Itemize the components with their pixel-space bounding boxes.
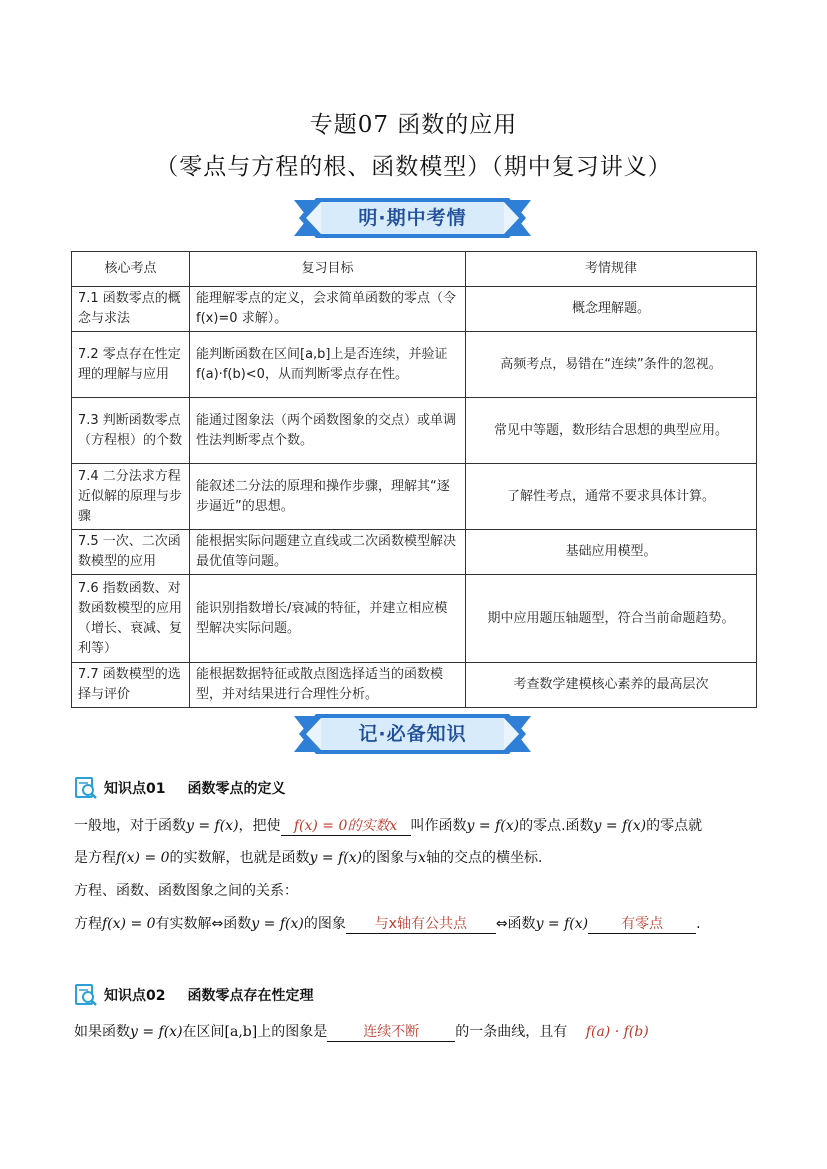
text: 的图象 (303, 916, 346, 932)
math: y = f(x) (251, 916, 304, 932)
knowledge-point-title: 函数零点的定义 (187, 781, 286, 797)
cell-pattern: 基础应用模型。 (466, 530, 757, 575)
text: ⇔函数 (495, 916, 536, 932)
page-subtitle: （零点与方程的根、函数模型）（期中复习讲义） (155, 154, 672, 180)
table-row (72, 464, 757, 530)
knowledge-point-heading (74, 774, 285, 802)
banner-label: 记·必备知识 (358, 723, 467, 745)
table-row (72, 332, 757, 398)
section-banner-exam (294, 196, 531, 240)
banner-label: 明·期中考情 (358, 207, 467, 229)
cell-goal: 能根据实际问题建立直线或二次函数模型解决最优值等问题。 (190, 530, 466, 575)
cell-topic: 7.3 判断函数零点（方程根）的个数 (72, 398, 190, 464)
kp1-paragraph-line4 (74, 913, 754, 935)
text: . (696, 916, 701, 932)
answer-blank (281, 817, 411, 836)
math: y = f(x) (130, 1024, 183, 1040)
math: y = f(x) (466, 818, 520, 834)
cell-pattern: 期中应用题压轴题型，符合当前命题趋势。 (466, 575, 757, 663)
review-table (71, 251, 757, 708)
text: 有实数解⇔函数 (155, 916, 252, 932)
answer-blank (588, 915, 696, 934)
text: 轴的交点的横坐标. (426, 850, 543, 866)
table-row (72, 398, 757, 464)
cell-pattern: 考查数学建模核心素养的最高层次 (466, 663, 757, 708)
text: ，把使 (238, 818, 281, 834)
knowledge-point-title: 函数零点存在性定理 (187, 988, 314, 1004)
table-row (72, 530, 757, 575)
answer-text: 连续不断 (363, 1024, 420, 1040)
text: 一般地，对于函数 (74, 818, 186, 834)
page-title: 专题07 函数的应用 (309, 112, 518, 138)
kp1-paragraph-line1 (74, 815, 754, 837)
kp1-paragraph-line2 (74, 847, 754, 869)
cell-goal: 能理解零点的定义，会求简单函数的零点（令 f(x)=0 求解）。 (190, 287, 466, 332)
math: y = f(x) (186, 818, 239, 834)
cell-goal: 能根据数据特征或散点图选择适当的函数模型，并对结果进行合理性分析。 (190, 663, 466, 708)
cell-pattern: 高频考点，易错在“连续”条件的忽视。 (466, 332, 757, 398)
cell-topic: 7.7 函数模型的选择与评价 (72, 663, 190, 708)
math: x (418, 850, 426, 866)
text: 在区间 (182, 1024, 225, 1040)
cell-pattern: 概念理解题。 (466, 287, 757, 332)
text: 方程 (74, 916, 102, 932)
cell-goal: 能判断函数在区间[a,b]上是否连续，并验证 f(a)·f(b)<0，从而判断零点存在性。 (190, 332, 466, 398)
text: 的零点.函数 (519, 818, 594, 834)
cell-topic: 7.4 二分法求方程近似解的原理与步骤 (72, 464, 190, 530)
math: [a,b] (224, 1024, 258, 1040)
math: y = f(x) (309, 850, 363, 866)
cell-topic: 7.5 一次、二次函数模型的应用 (72, 530, 190, 575)
knowledge-point-number: 知识点01 (104, 781, 166, 797)
knowledge-point-number: 知识点02 (104, 988, 166, 1004)
text: 的零点就 (646, 818, 703, 834)
cell-goal: 能识别指数增长/衰减的特征，并建立相应模型解决实际问题。 (190, 575, 466, 663)
answer-blank (567, 1023, 667, 1041)
cell-topic: 7.2 零点存在性定理的理解与应用 (72, 332, 190, 398)
math: f(x) = 0 (116, 850, 170, 866)
math: f(x) = 0 (102, 916, 156, 932)
magnifier-book-icon (74, 776, 98, 800)
text: 的一条曲线，且有 (455, 1024, 568, 1040)
math: y = f(x) (593, 818, 647, 834)
section-banner-knowledge (294, 712, 531, 756)
cell-pattern: 了解性考点，通常不要求具体计算。 (466, 464, 757, 530)
cell-topic: 7.1 函数零点的概念与求法 (72, 287, 190, 332)
cell-topic: 7.6 指数函数、对数函数模型的应用（增长、衰减、复利等） (72, 575, 190, 663)
cell-pattern: 常见中等题，数形结合思想的典型应用。 (466, 398, 757, 464)
table-row (72, 575, 757, 663)
cell-goal: 能通过图象法（两个函数图象的交点）或单调性法判断零点个数。 (190, 398, 466, 464)
math: y = f(x) (535, 916, 589, 932)
text: 上的图象是 (257, 1024, 328, 1040)
text: 如果函数 (74, 1024, 130, 1040)
kp2-paragraph-line1 (74, 1021, 754, 1043)
table-row (72, 287, 757, 332)
header-pattern: 考情规律 (466, 252, 757, 287)
answer-text: f(x) = 0的实数x (293, 818, 398, 834)
answer-text: f(a) · f(b) (585, 1024, 649, 1040)
kp1-paragraph-line3: 方程、函数、函数图象之间的关系： (74, 883, 298, 899)
magnifier-book-icon (74, 983, 98, 1007)
text: 叫作函数 (410, 818, 467, 834)
header-goal: 复习目标 (190, 252, 466, 287)
table-row (72, 663, 757, 708)
answer-blank (346, 915, 496, 934)
text: 是方程 (74, 850, 116, 866)
header-topic: 核心考点 (72, 252, 190, 287)
table-header-row (72, 252, 757, 287)
answer-text: 有零点 (621, 916, 664, 932)
text: 的实数解，也就是函数 (169, 850, 310, 866)
answer-text: 与x轴有公共点 (374, 916, 467, 932)
answer-blank (327, 1023, 455, 1042)
text: 的图象与 (362, 850, 419, 866)
cell-goal: 能叙述二分法的原理和操作步骤，理解其“逐步逼近”的思想。 (190, 464, 466, 530)
knowledge-point-heading (74, 981, 313, 1009)
